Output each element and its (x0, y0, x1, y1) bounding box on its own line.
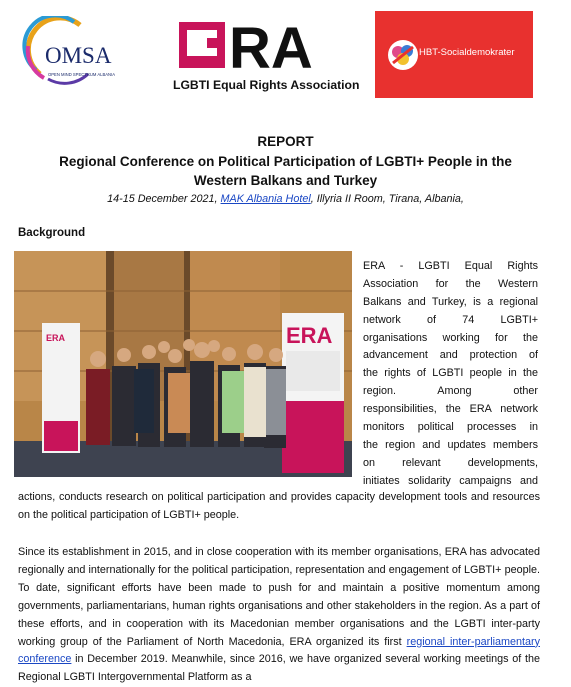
hbt-emblem-icon (383, 35, 423, 75)
hbt-label: HBT-Socialdemokrater (419, 47, 515, 58)
group-photo (14, 251, 352, 477)
p2-text-after: in December 2019. Meanwhile, since 2016, we have organized several working meetings of the Regional LGBTI Intergovernmental Platform as a (18, 653, 540, 684)
side-text-line: initiates solidarity campaigns and (363, 474, 538, 487)
side-text-line: monitors political processes in (363, 421, 538, 434)
venue-link[interactable]: MAK Albania Hotel (220, 193, 311, 205)
era-logo (173, 14, 360, 98)
era-tagline: LGBTI Equal Rights Association (173, 78, 360, 92)
side-text-line: region. Among other (363, 385, 538, 398)
side-text-line: organisations working for the (363, 331, 538, 344)
side-text-line: responsibilities, the ERA network (363, 403, 538, 416)
side-text-line: network of 74 LGBTI+ (363, 313, 538, 326)
side-text-line: Balkans and Turkey, is a regional (363, 295, 538, 308)
side-text-line: on relevant developments, (363, 456, 538, 469)
section-heading-background: Background (18, 227, 86, 239)
side-text-line: Association for the Western (363, 277, 538, 290)
side-text-line: the rights of LGBTI people in the (363, 367, 538, 380)
omsa-tagline: OPEN MIND SPECTRUM ALBANIA (48, 72, 116, 77)
report-title-line2: Western Balkans and Turkey (193, 173, 378, 188)
side-text-line: advancement and protection of (363, 349, 538, 362)
p2-text-before: Since its establishment in 2015, and in close cooperation with its member organisations, ERA has advocated regionally and internationally for the political participation, representation and engagement of LGBTI+ people. To date, significant efforts have been made to push for and maintain a positive momentum among governments, parliamentarians, human rights organisations and other stakeholders in the region. As a part of these efforts, and in cooperation with its Macedonian member organisations and the LGBTI inter-party working group of the Parliament of North Macedonia, ERA organized its first (18, 546, 540, 648)
event-dateline (0, 193, 571, 205)
photo-banner-right-text: ERA (286, 323, 333, 348)
paragraph-establishment (18, 544, 540, 687)
report-title-line1: Regional Conference on Political Participation of LGBTI+ People in the (59, 154, 512, 169)
date-suffix: , Illyria II Room, Tirana, Albania, (310, 193, 464, 205)
era-letters: RA (229, 16, 313, 76)
date-prefix: 14-15 December 2021, (107, 193, 221, 205)
report-label: REPORT (257, 134, 314, 149)
background-wrap-text: actions, conducts research on political participation and provides capacity development tools and resources on the political participation of LGBTI+ people. (18, 491, 540, 521)
photo-banner-left-text: ERA (46, 333, 66, 343)
omsa-logo (18, 16, 146, 86)
hbt-logo (375, 11, 533, 98)
omsa-wordmark: OMSA (45, 43, 112, 68)
side-text-line: the region and updates members (363, 438, 538, 451)
inter-parliamentary-conference-link[interactable]: regional inter-parliamentary conference (18, 635, 540, 666)
side-text-line: ERA - LGBTI Equal Rights (363, 260, 538, 272)
background-side-text (363, 258, 538, 491)
